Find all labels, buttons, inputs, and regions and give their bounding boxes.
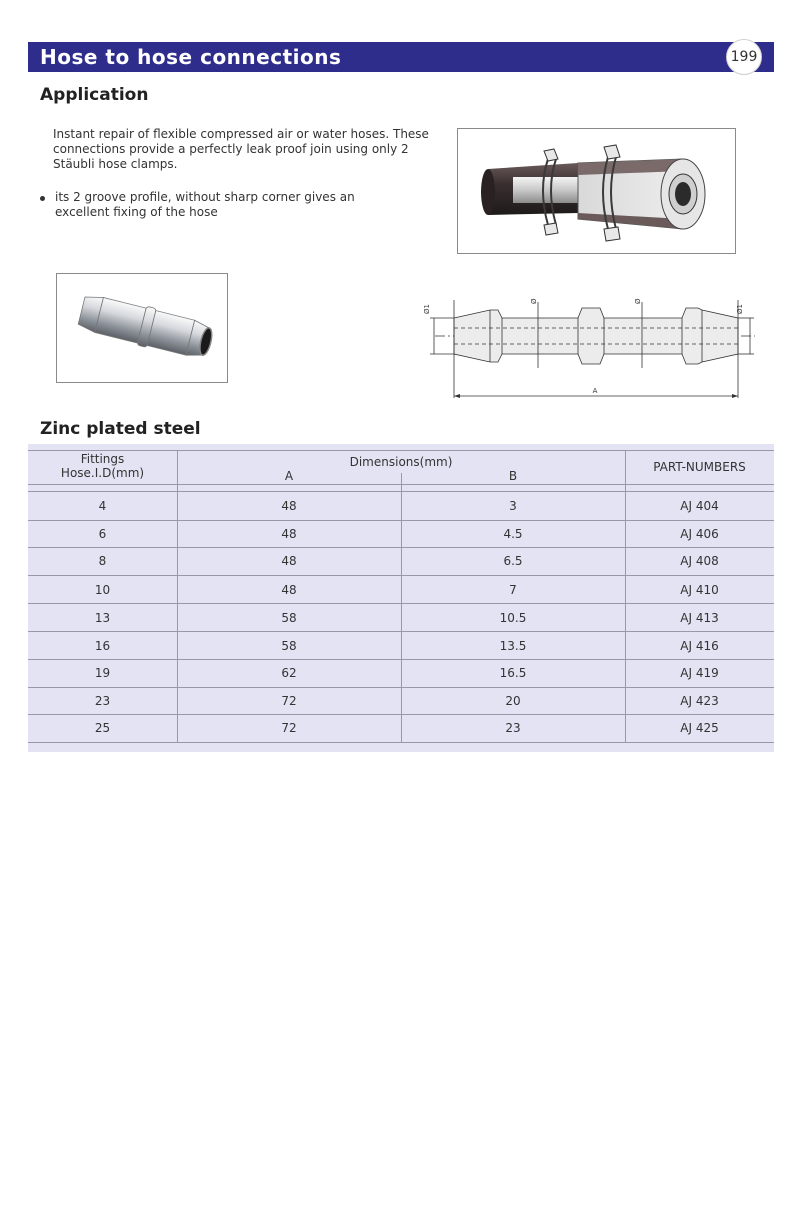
cell-b: 4.5	[503, 527, 523, 541]
cell-b: 20	[505, 694, 521, 708]
cell-hose: 19	[94, 666, 111, 680]
dimension-d1-left-label: Ø1	[423, 304, 431, 314]
cell-part: AJ 423	[680, 694, 719, 708]
material-heading: Zinc plated steel	[40, 419, 201, 439]
page-number-badge: 199	[726, 39, 762, 75]
cell-hose: 16	[94, 639, 111, 653]
header-fittings-line2: Hose.I.D(mm)	[60, 466, 145, 480]
cell-a: 72	[281, 694, 297, 708]
page-title: Hose to hose connections	[40, 45, 342, 69]
table-rule	[28, 450, 774, 451]
cell-part: AJ 413	[680, 611, 719, 625]
cell-part: AJ 404	[680, 499, 719, 513]
title-bar	[28, 42, 774, 72]
cell-b: 7	[509, 583, 517, 597]
cell-hose: 4	[98, 499, 107, 513]
cell-a: 48	[281, 527, 297, 541]
cell-part: AJ 410	[680, 583, 719, 597]
cell-a: 48	[281, 583, 297, 597]
dimension-d-left-label: Ø	[530, 298, 538, 304]
cell-b: 23	[505, 721, 521, 735]
cell-part: AJ 406	[680, 527, 719, 541]
header-col-a: A	[284, 469, 294, 483]
header-dimensions: Dimensions(mm)	[349, 455, 453, 469]
cell-b: 6.5	[503, 554, 523, 568]
cell-part: AJ 408	[680, 554, 719, 568]
cell-hose: 6	[98, 527, 107, 541]
table-rule	[28, 742, 774, 743]
dimension-a-label: A	[592, 387, 598, 395]
cell-part: AJ 416	[680, 639, 719, 653]
cell-hose: 13	[94, 611, 111, 625]
dimension-d-right-label: Ø	[634, 298, 642, 304]
header-fittings-line1: Fittings	[80, 452, 125, 466]
cell-a: 58	[281, 639, 297, 653]
bullet-dot-icon	[40, 196, 45, 201]
cell-b: 16.5	[499, 666, 527, 680]
cell-b: 10.5	[499, 611, 527, 625]
hose-clamp-illustration	[458, 129, 736, 254]
dimension-d1-right-label: Ø1	[736, 304, 744, 314]
cell-hose: 8	[98, 554, 107, 568]
cell-hose: 25	[94, 721, 111, 735]
header-fittings	[28, 452, 177, 480]
fitting-photo	[56, 273, 228, 383]
application-description: Instant repair of flexible compressed air or water hoses. These connections provide a perfectly leak proof join using only 2 Stäubli hose clamps.	[53, 127, 429, 171]
header-part-numbers: PART-NUMBERS	[653, 460, 746, 474]
cell-a: 62	[281, 666, 297, 680]
fitting-illustration	[57, 274, 228, 383]
technical-drawing	[420, 290, 760, 402]
cell-a: 48	[281, 554, 297, 568]
application-heading: Application	[40, 85, 149, 105]
cell-a: 48	[281, 499, 297, 513]
cell-hose: 10	[94, 583, 111, 597]
cell-part: AJ 425	[680, 721, 719, 735]
feature-bullet-text: its 2 groove profile, without sharp corner gives an excellent fixing of the hose	[55, 190, 355, 219]
cell-b: 3	[509, 499, 517, 513]
cell-b: 13.5	[499, 639, 527, 653]
hose-assembly-image	[457, 128, 736, 254]
cell-part: AJ 419	[680, 666, 719, 680]
header-col-b: B	[508, 469, 518, 483]
cell-a: 72	[281, 721, 297, 735]
feature-bullet	[40, 190, 370, 220]
parts-table	[28, 444, 774, 752]
cell-hose: 23	[94, 694, 111, 708]
cell-a: 58	[281, 611, 297, 625]
